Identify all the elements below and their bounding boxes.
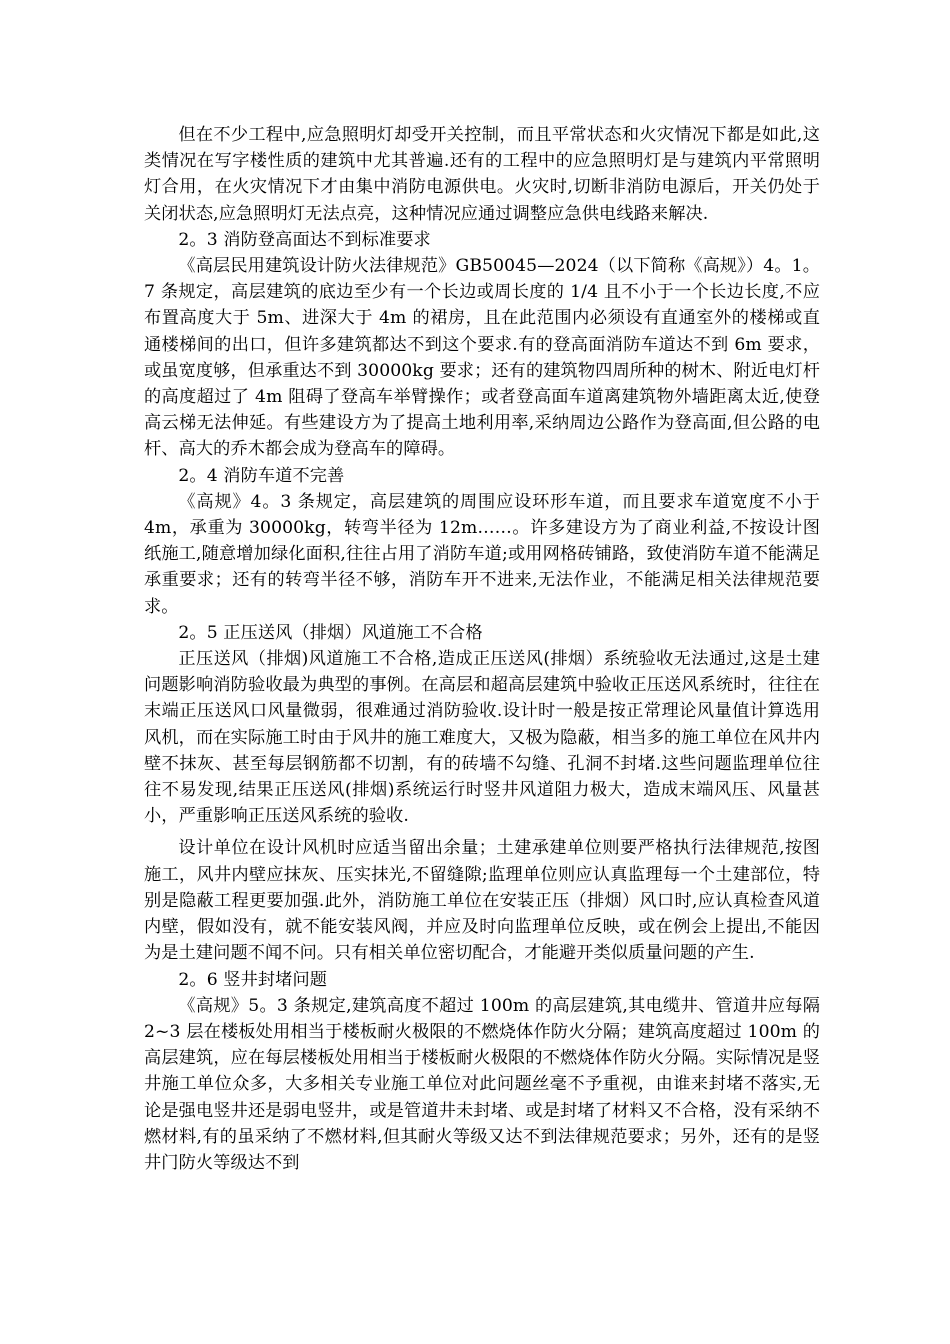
paragraph-pressurization-duct: 正压送风（排烟)风道施工不合格,造成正压送风(排烟）系统验收无法通过,这是土建问题影响消防验收最为典型的事例。在高层和超高层建筑中验收正压送风系统时，往往在末端正压送风口风量微弱，很难通过消防验收.设计时一般是按正常理论风量值计算选用风机，而在实际施工时由于风井的施工难度大，又极为隐蔽，相当多的施工单位在风井内壁不抹灰、甚至每层钢筋都不切割，有的砖墙不勾缝、孔洞不封堵.这些问题监理单位往往不易发现,结果正压送风(排烟)系统运行时竖井风道阻力极大，造成末端风压、风量甚小，严重影响正压送风系统的验收.: [144, 649, 820, 827]
document-body: [144, 122, 820, 1176]
paragraph-pressurization-remedy: 设计单位在设计风机时应适当留出余量；土建承建单位则要严格执行法律规范,按图施工，风井内壁应抹灰、压实抹光,不留缝隙;监理单位则应认真监理每一个土建部位，特别是隐蔽工程更要加强.此外，消防施工单位在安装正压（排烟）风口时,应认真检查风道内壁，假如没有，就不能安装风阀，并应及时向监理单位反映，或在例会上提出,不能因为是土建问题不闻不问。只有相关单位密切配合，才能避开类似质量问题的产生.: [144, 838, 820, 964]
section-heading-2-6: 2。6 竖井封堵问题: [178, 969, 328, 990]
section-heading-2-5: 2。5 正压送风（排烟）风道施工不合格: [178, 622, 483, 643]
paragraph-fire-lanes: 《高规》4。3 条规定，高层建筑的周围应设环形车道，而且要求车道宽度不小于 4m，承重为 30000kg，转弯半径为 12m……。许多建设方为了商业利益,不按设计图纸施工,随意增加绿化面积,往往占用了消防车道;或用网格砖铺路，致使消防车道不能满足承重要求；还有的转弯半径不够，消防车开不进来,无法作业，不能满足相关法律规范要求。: [144, 491, 820, 617]
paragraph-aerial-access: 《高层民用建筑设计防火法律规范》GB50045—2024（以下简称《高规》）4。1。7 条规定，高层建筑的底边至少有一个长边或周长度的 1/4 且不小于一个长边长度,不应布置高度大于 5m、进深大于 4m 的裙房，且在此范围内必须设有直通室外的楼梯或直通楼梯间的出口，但许多建筑都达不到这个要求.有的登高面消防车道达不到 6m 要求，或虽宽度够，但承重达不到 30000kg 要求；还有的建筑物四周所种的树木、附近电灯杆的高度超过了 4m 阻碍了登高车举臂操作；或者登高面车道离建筑物外墙距离太近,使登高云梯无法伸延。有些建设方为了提高土地利用率,采纳周边公路作为登高面,但公路的电杆、高大的乔木都会成为登高车的障碍。: [144, 256, 820, 460]
paragraph-shaft-sealing: 《高规》5。3 条规定,建筑高度不超过 100m 的高层建筑,其电缆井、管道井应每隔 2~3 层在楼板处用相当于楼板耐火极限的不燃烧体作防火分隔；建筑高度超过 100m 的高层建筑，应在每层楼板处用相当于楼板耐火极限的不燃烧体作防火分隔。实际情况是竖井施工单位众多，大多相关专业施工单位对此问题丝毫不予重视，由谁来封堵不落实,无论是强电竖井还是弱电竖井，或是管道井未封堵、或是封堵了材料又不合格，没有采纳不燃材料,有的虽采纳了不燃材料,但其耐火等级又达不到法律规范要求；另外，还有的是竖井门防火等级达不到: [144, 995, 820, 1173]
paragraph-emergency-lighting: 但在不少工程中,应急照明灯却受开关控制，而且平常状态和火灾情况下都是如此,这类情况在写字楼性质的建筑中尤其普遍.还有的工程中的应急照明灯是与建筑内平常照明灯合用，在火灾情况下才由集中消防电源供电。火灾时,切断非消防电源后，开关仍处于关闭状态,应急照明灯无法点亮，这种情况应通过调整应急供电线路来解决.: [144, 125, 820, 224]
section-heading-2-3: 2。3 消防登高面达不到标准要求: [178, 229, 431, 250]
section-heading-2-4: 2。4 消防车道不完善: [178, 465, 345, 486]
